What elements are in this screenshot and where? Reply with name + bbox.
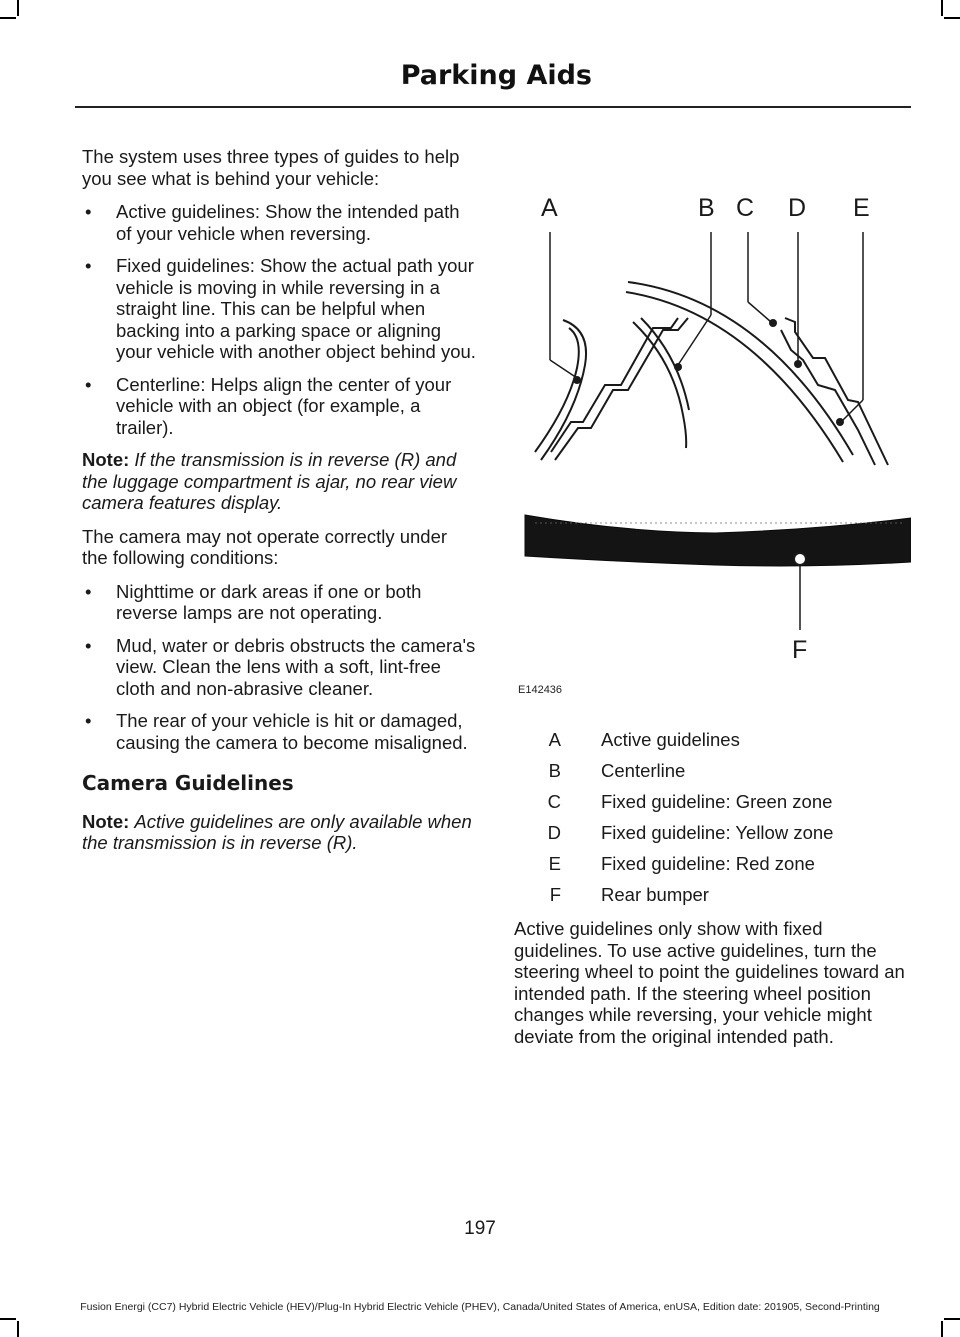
- callout-dot-a: [573, 376, 581, 384]
- fixed-guideline-left: [555, 318, 688, 460]
- crop-mark: [944, 1318, 960, 1320]
- legend-letter: C: [547, 790, 561, 812]
- note-reverse-luggage: [82, 449, 476, 514]
- page-footer: Fusion Energi (CC7) Hybrid Electric Vehicle (HEV)/Plug-In Hybrid Electric Vehicle (PHEV), Canada/United States of America, enUSA, Edition date: 201905, Second-Printing: [80, 1301, 880, 1313]
- callout-f: F: [792, 636, 808, 664]
- legend-row: [515, 879, 905, 910]
- note-text: Active guidelines are only available when the transmission is in reverse (R).: [82, 810, 472, 853]
- intro-paragraph: The system uses three types of guides to help you see what is behind your vehicle:: [82, 146, 460, 189]
- callout-dot-d: [794, 360, 802, 368]
- figure-code: E142436: [518, 684, 563, 696]
- leader-line-a-tick: [550, 360, 577, 378]
- crop-mark: [0, 17, 16, 19]
- legend-desc: Centerline: [601, 759, 686, 781]
- subheading: Camera Guidelines: [82, 771, 294, 795]
- conditions-intro: The camera may not operate correctly under the following conditions:: [82, 525, 448, 568]
- camera-guidelines-diagram: [513, 190, 911, 700]
- callout-dot-f: [794, 553, 806, 565]
- legend-letter: F: [549, 883, 561, 905]
- callout-b: B: [698, 194, 715, 222]
- crop-mark: [17, 0, 19, 16]
- left-column: [82, 146, 476, 866]
- crop-mark: [941, 1321, 943, 1337]
- legend-desc: Rear bumper: [601, 883, 709, 905]
- fixed-guideline-arc-inner: [626, 292, 843, 462]
- active-guidelines-paragraph: Active guidelines only show with fixed guidelines. To use active guidelines, turn the steering wheel to point the guidelines toward an intended path. If the steering wheel position changes while reversing, your vehicle might deviate from the original intended path.: [514, 918, 905, 1047]
- callout-dot-b: [674, 363, 682, 371]
- callout-e: E: [853, 194, 870, 222]
- callout-d: D: [788, 194, 807, 222]
- header-divider: [75, 106, 911, 108]
- bullet-glyph: •: [85, 201, 92, 222]
- list-item: • Centerline: Helps align the center of your vehicle with an object (for example, a trailer).: [85, 373, 452, 438]
- right-column: [514, 918, 910, 1047]
- leader-line-c-tick: [748, 302, 771, 322]
- note-label: Note:: [82, 810, 130, 832]
- bullet-glyph: •: [85, 710, 92, 731]
- legend-letter: A: [548, 728, 561, 750]
- legend-desc: Fixed guideline: Red zone: [601, 852, 815, 874]
- list-item: • Nighttime or dark areas if one or both reverse lamps are not operating.: [85, 580, 422, 623]
- list-item: • The rear of your vehicle is hit or damaged, causing the camera to become misaligned.: [85, 710, 468, 753]
- note-label: Note:: [82, 449, 130, 470]
- list-item: • Fixed guidelines: Show the actual path your vehicle is moving in while reversing in a straight line. This can be helpful when backing into a parking space or aligning your vehicle with another object behind you.: [85, 255, 476, 362]
- legend-row: [515, 755, 905, 786]
- legend-row: [515, 817, 905, 848]
- fixed-guideline-arc: [628, 282, 853, 455]
- legend-row: [515, 786, 905, 817]
- list-item: • Active guidelines: Show the intended path of your vehicle when reversing.: [85, 201, 460, 244]
- legend-desc: Fixed guideline: Yellow zone: [601, 821, 834, 843]
- figure-legend: [515, 724, 905, 910]
- fixed-guideline-right-outer: [781, 330, 875, 465]
- guide-types-list: [82, 201, 476, 438]
- bullet-glyph: •: [85, 255, 92, 276]
- bullet-glyph: •: [85, 634, 92, 656]
- legend-desc: Fixed guideline: Green zone: [601, 790, 833, 812]
- legend-letter: E: [548, 852, 561, 874]
- callout-dot-c: [769, 319, 777, 327]
- bullet-glyph: •: [85, 373, 92, 395]
- legend-letter: B: [548, 759, 561, 781]
- page-number: 197: [464, 1218, 496, 1239]
- list-item: • Mud, water or debris obstructs the camera's view. Clean the lens with a soft, lint-free cloth and non-abrasive cleaner.: [85, 634, 476, 699]
- rear-bumper: [525, 515, 911, 566]
- crop-mark: [944, 17, 960, 19]
- bullet-glyph: •: [85, 580, 92, 602]
- legend-row: [515, 848, 905, 879]
- note-text: If the transmission is in reverse (R) and the luggage compartment is ajar, no rear view camera features display.: [82, 449, 457, 513]
- callout-a: A: [541, 194, 558, 222]
- crop-mark: [0, 1318, 16, 1320]
- legend-row: [515, 724, 905, 755]
- conditions-list: [82, 581, 476, 754]
- page-title: Parking Aids: [400, 60, 592, 91]
- note-active-guidelines: [82, 811, 476, 854]
- active-guideline-left-inner: [535, 328, 579, 452]
- active-guideline-left: [541, 320, 586, 460]
- legend-desc: Active guidelines: [601, 728, 740, 750]
- callout-c: C: [736, 194, 755, 222]
- callout-dot-e: [836, 418, 844, 426]
- legend-letter: D: [547, 821, 561, 843]
- crop-mark: [17, 1321, 19, 1337]
- crop-mark: [941, 0, 943, 16]
